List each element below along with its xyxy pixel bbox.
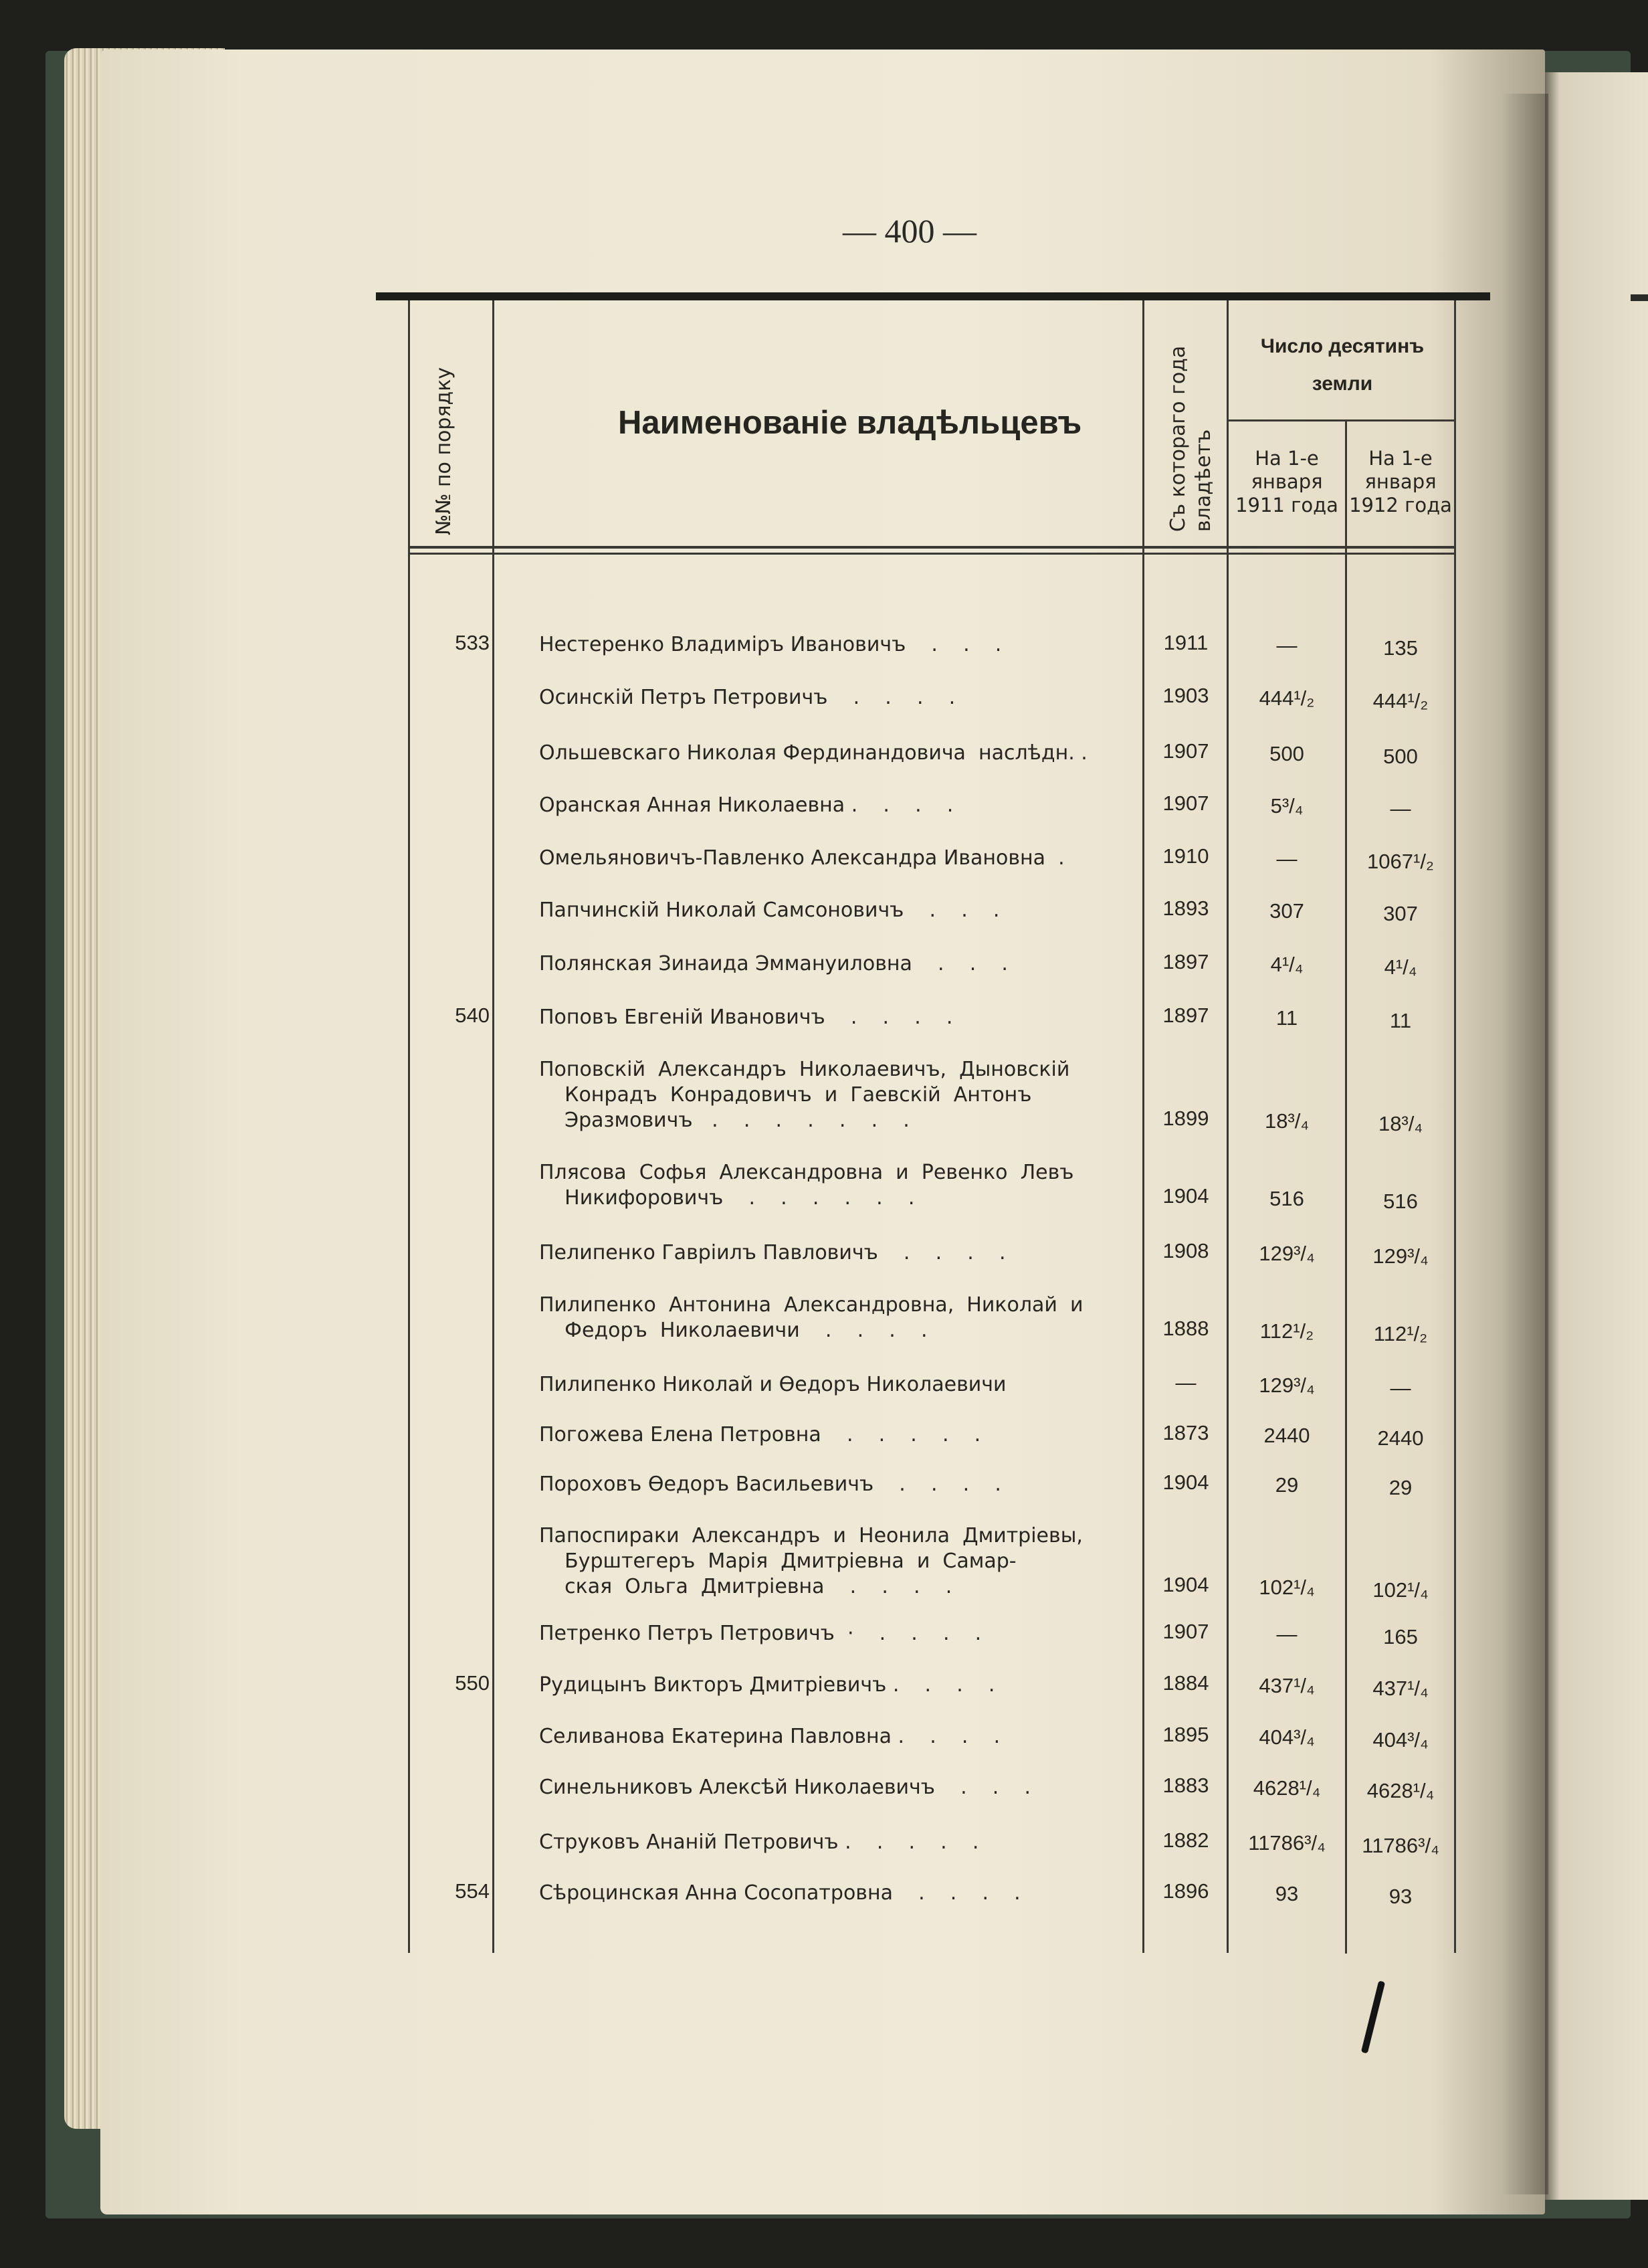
desyatins-1911: 444¹/₂	[1259, 686, 1315, 710]
desyatins-1912: 404³/₄	[1372, 1728, 1429, 1752]
owned-since-year: 1907	[1162, 791, 1209, 815]
desyatins-1912: 4628¹/₄	[1366, 1779, 1435, 1802]
header-col-1911	[1229, 447, 1344, 517]
desyatins-1911: 2440	[1263, 1424, 1310, 1447]
desyatins-1912: 129³/₄	[1372, 1244, 1429, 1268]
desyatins-1912: 135	[1383, 636, 1418, 660]
owner-name: Петренко Петръ Петровичъ · . . . .	[539, 1622, 982, 1645]
header-1912-line1: На 1-е	[1368, 447, 1433, 470]
owner-name: Папоспираки Александръ и Неонила Дмитріевы, Бурштегеръ Марія Дмитріевна и Самар- ская Ольга Дмитріевна . . . .	[539, 1524, 1083, 1598]
desyatins-1912: 29	[1388, 1476, 1413, 1499]
owner-name: Пороховъ Ѳедоръ Васильевичъ . . . .	[539, 1473, 1001, 1496]
owned-since-year: 1904	[1162, 1184, 1209, 1208]
row-number: 554	[455, 1879, 490, 1903]
owner-name: Сѣроцинская Анна Сосопатровна . . . .	[539, 1881, 1021, 1905]
desyatins-1911: 18³/₄	[1264, 1109, 1310, 1133]
owned-since-year: 1897	[1162, 1004, 1209, 1027]
owned-since-year: 1907	[1162, 739, 1209, 763]
owned-since-year: 1904	[1162, 1471, 1209, 1494]
facing-page	[1545, 72, 1648, 2200]
owned-since-year: 1896	[1162, 1879, 1209, 1903]
owned-since-year: 1893	[1162, 896, 1209, 920]
header-year-line1: Съ котораго года	[1166, 345, 1190, 532]
row-number: 533	[455, 631, 490, 654]
desyatins-1911: —	[1276, 1622, 1298, 1646]
owned-since-year: 1903	[1162, 684, 1209, 707]
desyatins-1911: 500	[1269, 742, 1304, 765]
owner-name: Погожева Елена Петровна . . . . .	[539, 1423, 981, 1446]
desyatins-1912: 18³/₄	[1378, 1112, 1423, 1135]
owned-since-year: 1904	[1162, 1573, 1209, 1596]
desyatins-1912: 437¹/₄	[1372, 1677, 1429, 1700]
owner-name: Папчинскій Николай Самсоновичъ . . .	[539, 899, 1000, 922]
header-number-col: №№ по порядку	[432, 367, 455, 535]
owner-name: Пилипенко Николай и Ѳедоръ Николаевичи	[539, 1373, 1007, 1396]
desyatins-1912: 516	[1383, 1190, 1418, 1213]
owner-name: Поповъ Евгеній Ивановичъ . . . .	[539, 1006, 953, 1029]
header-1911-line1: На 1-е	[1255, 447, 1319, 470]
desyatins-1911: 11	[1275, 1006, 1298, 1030]
desyatins-1912: 11786³/₄	[1362, 1834, 1439, 1857]
desyatins-1911: 5³/₄	[1270, 794, 1304, 818]
header-1911-line2: января	[1251, 470, 1323, 493]
desyatins-1911: 11786³/₄	[1248, 1831, 1326, 1855]
desyatins-1912: —	[1390, 1376, 1411, 1400]
owner-name: Синельниковъ Алексѣй Николаевичъ . . .	[539, 1776, 1031, 1799]
desyatins-1911: —	[1276, 847, 1298, 870]
header-owner-name: Наименованіе владѣльцевъ	[618, 405, 1082, 441]
desyatins-1912: 4¹/₄	[1384, 955, 1417, 979]
header-year-line2: владѣетъ	[1192, 429, 1215, 532]
desyatins-1912: —	[1390, 797, 1411, 820]
owned-since-year: 1884	[1162, 1671, 1209, 1695]
owner-name: Струковъ Ананій Петровичъ . . . . .	[539, 1830, 979, 1854]
desyatins-1912: 307	[1383, 902, 1418, 925]
owner-name: Пилипенко Антонина Александровна, Николай и Федоръ Николаевичи . . . .	[539, 1293, 1084, 1342]
desyatins-1912: 112¹/₂	[1373, 1322, 1428, 1345]
header-col-1912	[1347, 447, 1454, 517]
table-top-rule	[376, 292, 1490, 300]
desyatins-1911: 4¹/₄	[1270, 953, 1304, 976]
desyatins-1912: 11	[1389, 1009, 1412, 1032]
header-bottom-rule-2	[408, 553, 1454, 555]
owned-since-year: 1910	[1162, 844, 1209, 868]
owner-name: Полянская Зинаида Эммануиловна . . .	[539, 952, 1008, 975]
owned-since-year: 1873	[1162, 1421, 1209, 1444]
owner-name: Нестеренко Владиміръ Ивановичъ . . .	[539, 633, 1002, 656]
desyatins-1911: 129³/₄	[1259, 1242, 1315, 1265]
header-1912-line2: января	[1364, 470, 1437, 493]
desyatins-1912: 102¹/₄	[1372, 1578, 1429, 1602]
desyatins-1912: 1067¹/₂	[1367, 850, 1434, 873]
owned-since-year: 1888	[1162, 1317, 1209, 1340]
owned-since-year: —	[1175, 1371, 1197, 1394]
owned-since-year: 1882	[1162, 1828, 1209, 1852]
desyatins-1911: 404³/₄	[1259, 1725, 1315, 1749]
owned-since-year: 1899	[1162, 1107, 1209, 1130]
owner-name: Поповскій Александръ Николаевичъ, Дыновскій Конрадъ Конрадовичъ и Гаевскій Антонъ Эразмовичъ . . . . . . .	[539, 1058, 1070, 1132]
desyatins-1912: 165	[1383, 1625, 1418, 1648]
owner-name: Осинскій Петръ Петровичъ . . . .	[539, 686, 956, 709]
owner-name: Омельяновичъ-Павленко Александра Ивановна .	[539, 846, 1065, 870]
desyatins-1912: 500	[1383, 745, 1418, 768]
header-1911-line3: 1911 года	[1235, 494, 1338, 516]
desyatins-1911: 516	[1269, 1187, 1304, 1210]
owner-name: Рудицынъ Викторъ Дмитріевичъ . . . .	[539, 1673, 995, 1697]
header-1912-line3: 1912 года	[1349, 494, 1452, 516]
desyatins-1911: 129³/₄	[1259, 1374, 1315, 1397]
owned-since-year: 1907	[1162, 1620, 1209, 1643]
desyatins-1912: 2440	[1377, 1426, 1424, 1450]
facing-page-rule	[1631, 294, 1648, 301]
desyatins-1911: 112¹/₂	[1259, 1319, 1314, 1343]
owned-since-year: 1883	[1162, 1774, 1209, 1797]
desyatins-1911: 29	[1275, 1473, 1299, 1497]
header-bottom-rule	[408, 546, 1454, 549]
gutter-shadow	[1502, 94, 1548, 2194]
owned-since-year: 1897	[1162, 950, 1209, 973]
desyatins-1911: 93	[1275, 1882, 1299, 1905]
page-number: — 400 —	[843, 212, 976, 250]
owned-since-year: 1895	[1162, 1723, 1209, 1746]
header-land-line2: земли	[1312, 373, 1373, 395]
desyatins-1911: 102¹/₄	[1259, 1576, 1315, 1599]
row-number: 550	[455, 1671, 490, 1695]
land-header-rule	[1227, 419, 1454, 421]
owner-name: Оранская Анная Николаевна . . . .	[539, 793, 954, 817]
desyatins-1912: 93	[1388, 1885, 1413, 1908]
table-right-border	[1454, 300, 1456, 1953]
row-number: 540	[455, 1004, 490, 1027]
desyatins-1911: 307	[1269, 899, 1304, 923]
owner-name: Селиванова Екатерина Павловна . . . .	[539, 1725, 1001, 1748]
desyatins-1911: 4628¹/₄	[1253, 1776, 1321, 1800]
owned-since-year: 1911	[1163, 631, 1209, 654]
owner-name: Пелипенко Гавріилъ Павловичъ . . . .	[539, 1241, 1006, 1264]
header-land-title	[1231, 328, 1454, 403]
desyatins-1911: 437¹/₄	[1259, 1674, 1315, 1697]
owner-name: Плясова Софья Александровна и Ревенко Левъ Никифоровичъ . . . . . .	[539, 1161, 1074, 1210]
owner-name: Ольшевскаго Николая Фердинандовича наслѣдн. .	[539, 741, 1088, 765]
header-land-line1: Число десятинъ	[1260, 335, 1425, 357]
owned-since-year: 1908	[1162, 1239, 1209, 1262]
desyatins-1912: 444¹/₂	[1372, 689, 1429, 713]
desyatins-1911: —	[1276, 634, 1298, 657]
